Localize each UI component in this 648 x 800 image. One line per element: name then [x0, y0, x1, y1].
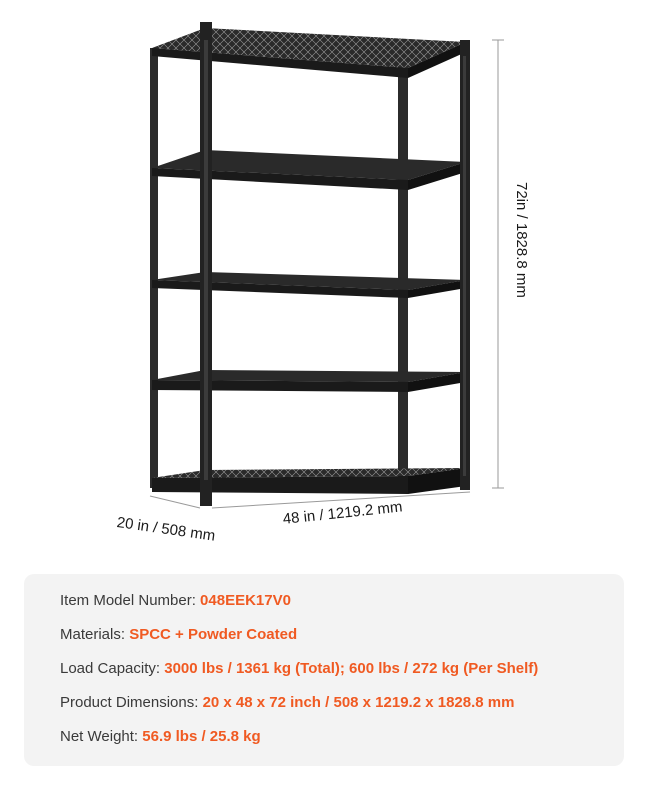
shelf-4 [152, 370, 466, 392]
spec-label: Product Dimensions: [60, 694, 203, 711]
spec-value: 3000 lbs / 1361 kg (Total); 600 lbs / 272 kg (Per Shelf) [164, 660, 539, 677]
width-dimension-label: 48 in / 1219.2 mm [282, 498, 404, 528]
shelf-3 [152, 272, 466, 298]
spec-value: SPCC + Powder Coated [129, 626, 298, 643]
spec-value: 048EEK17V0 [200, 592, 291, 609]
height-dimension-label: 72in / 1828.8 mm [513, 182, 530, 298]
spec-value: 56.9 lbs / 25.8 kg [142, 728, 261, 745]
spec-row-materials [60, 626, 297, 643]
spec-row-model [60, 592, 291, 609]
spec-label: Item Model Number: [60, 592, 201, 609]
spec-row-net-weight [60, 728, 261, 745]
spec-row-load-capacity [60, 660, 538, 677]
spec-label: Materials: [60, 626, 130, 643]
back-right-post [398, 60, 408, 490]
shelf-5 [152, 468, 466, 494]
spec-label: Load Capacity: [60, 660, 165, 677]
back-left-post [150, 48, 158, 488]
spec-label: Net Weight: [60, 728, 143, 745]
spec-row-dimensions [60, 694, 514, 711]
shelf-2 [152, 150, 466, 190]
spec-card [24, 574, 624, 766]
spec-value: 20 x 48 x 72 inch / 508 x 1219.2 x 1828.8 mm [202, 694, 515, 711]
shelf-1 [152, 28, 466, 78]
depth-dimension-label: 20 in / 508 mm [115, 514, 217, 545]
